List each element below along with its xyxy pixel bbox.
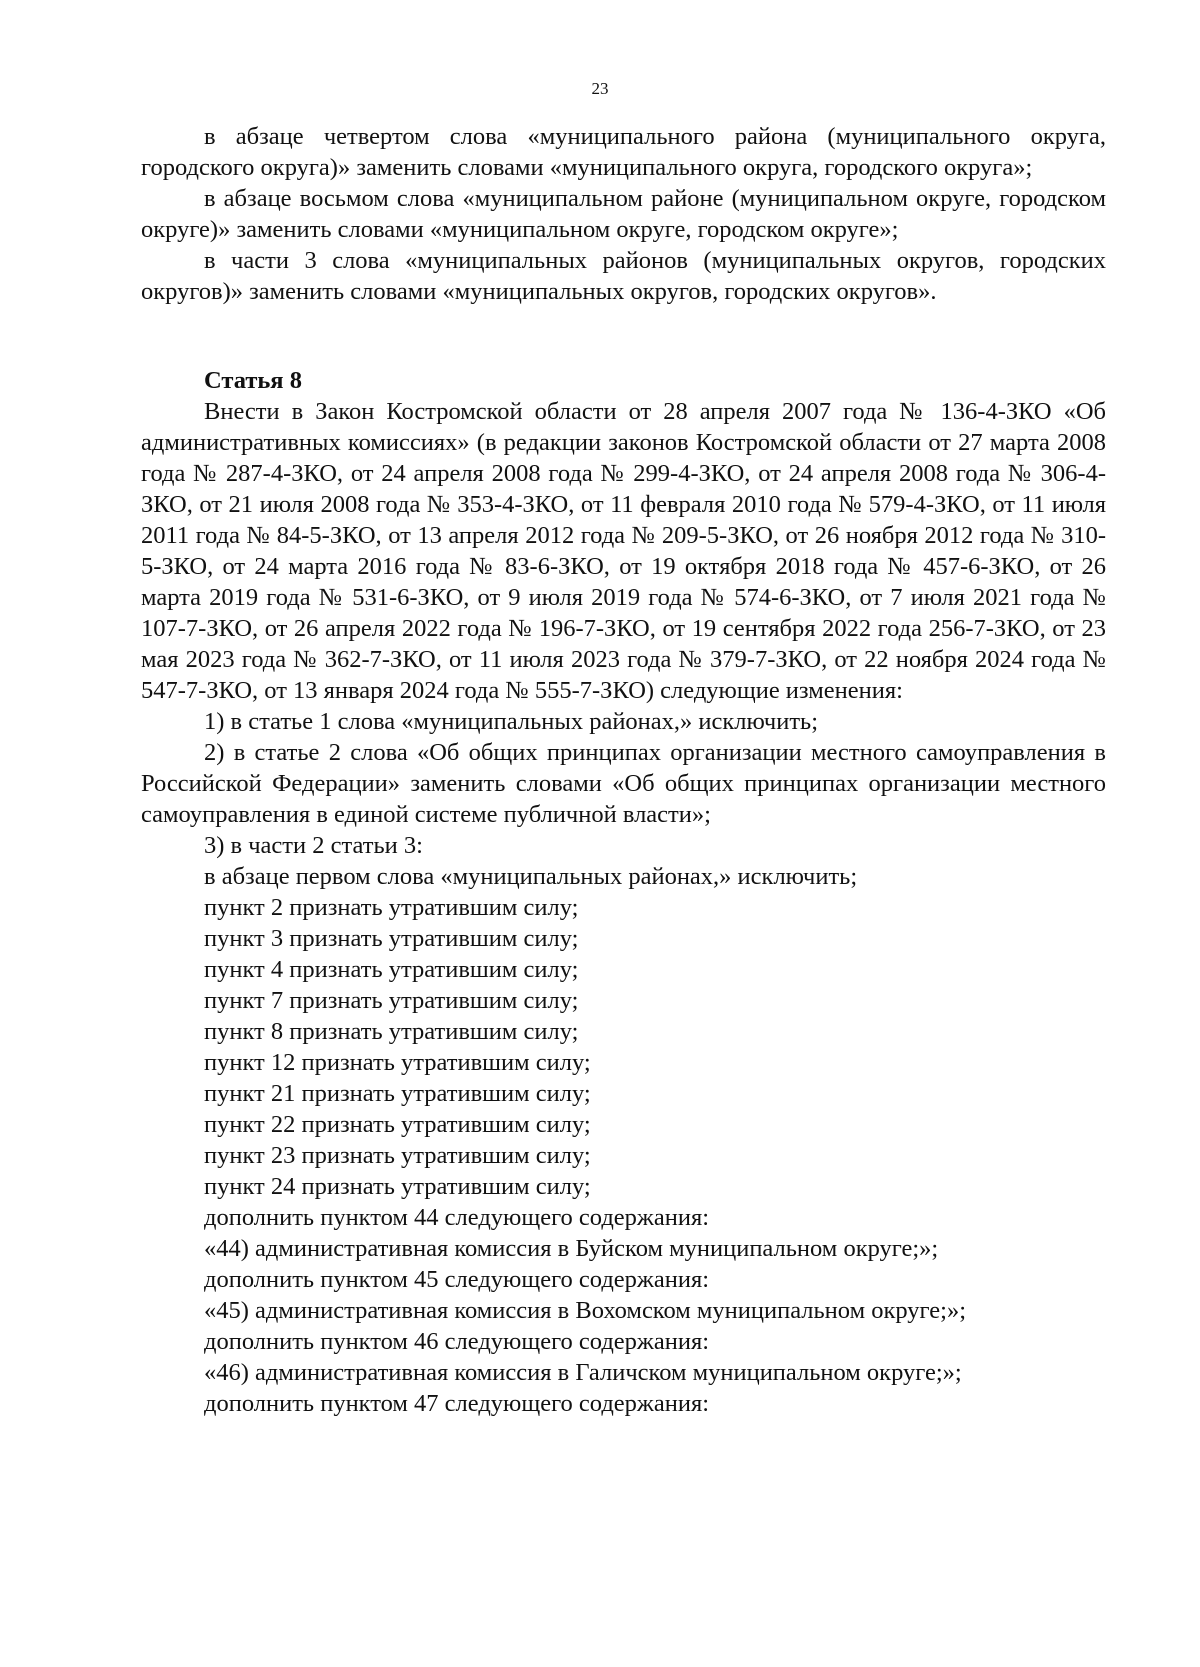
list-line: дополнить пунктом 46 следующего содержания:	[204, 1328, 710, 1355]
list-line: «44) административная комиссия в Буйском муниципальном округе;»;	[204, 1235, 939, 1262]
paragraph: 1) в статье 1 слова «муниципальных районах,» исключить;	[204, 708, 819, 735]
document-body	[141, 121, 1106, 1419]
list-line: пункт 22 признать утратившим силу;	[204, 1111, 591, 1138]
list-line: пункт 23 признать утратившим силу;	[204, 1142, 591, 1169]
paragraph: Внести в Закон Костромской области от 28 апреля 2007 года № 136-4-ЗКО «Об административных комиссиях» (в редакции законов Костромской области от 27 марта 2008 года № 287-4-ЗКО, от 24 апреля 2008 года № 299-4-ЗКО, от 24 апреля 2008 года № 306-4-ЗКО, от 21 июля 2008 года № 353-4-ЗКО, от 11 февраля 2010 года № 579-4-ЗКО, от 11 июля 2011 года № 84-5-ЗКО, от 13 апреля 2012 года № 209-5-ЗКО, от 26 ноября 2012 года № 310-5-ЗКО, от 24 марта 2016 года № 83-6-ЗКО, от 19 октября 2018 года № 457-6-ЗКО, от 26 марта 2019 года № 531-6-ЗКО, от 9 июля 2019 года № 574-6-ЗКО, от 7 июля 2021 года № 107-7-ЗКО, от 26 апреля 2022 года № 196-7-ЗКО, от 19 сентября 2022 года 256-7-ЗКО, от 23 мая 2023 года № 362-7-ЗКО, от 11 июля 2023 года № 379-7-ЗКО, от 22 ноября 2024 года № 547-7-ЗКО, от 13 января 2024 года № 555-7-ЗКО) следующие изменения:	[141, 398, 1106, 704]
list-line: пункт 3 признать утратившим силу;	[204, 925, 579, 952]
list-line: пункт 7 признать утратившим силу;	[204, 987, 579, 1014]
list-line: в абзаце первом слова «муниципальных районах,» исключить;	[204, 863, 858, 890]
paragraph: в абзаце восьмом слова «муниципальном районе (муниципальном округе, городском округе)» заменить словами «муниципальном округе, городском округе»;	[141, 185, 1106, 243]
list-line: пункт 2 признать утратившим силу;	[204, 894, 579, 921]
list-line: пункт 4 признать утратившим силу;	[204, 956, 579, 983]
paragraph: в абзаце четвертом слова «муниципального района (муниципального округа, городского округа)» заменить словами «муниципального округа, городского округа»;	[141, 123, 1106, 181]
article-heading: Статья 8	[204, 367, 302, 394]
page-number: 23	[591, 79, 609, 98]
list-line: дополнить пунктом 44 следующего содержания:	[204, 1204, 710, 1231]
list-line: «46) административная комиссия в Галичском муниципальном округе;»;	[204, 1359, 962, 1386]
list-line: дополнить пунктом 45 следующего содержания:	[204, 1266, 710, 1293]
list-line: пункт 24 признать утратившим силу;	[204, 1173, 591, 1200]
paragraph: 3) в части 2 статьи 3:	[204, 832, 423, 859]
list-line: «45) административная комиссия в Вохомском муниципальном округе;»;	[204, 1297, 967, 1324]
paragraph: в части 3 слова «муниципальных районов (муниципальных округов, городских округов)» заменить словами «муниципальных округов, городских округов».	[141, 247, 1106, 305]
list-line: пункт 8 признать утратившим силу;	[204, 1018, 579, 1045]
paragraph: 2) в статье 2 слова «Об общих принципах организации местного самоуправления в Российской Федерации» заменить словами «Об общих принципах организации местного самоуправления в единой системе публичной власти»;	[141, 739, 1106, 828]
list-line: дополнить пунктом 47 следующего содержания:	[204, 1390, 710, 1417]
list-line: пункт 21 признать утратившим силу;	[204, 1080, 591, 1107]
list-line: пункт 12 признать утратившим силу;	[204, 1049, 591, 1076]
